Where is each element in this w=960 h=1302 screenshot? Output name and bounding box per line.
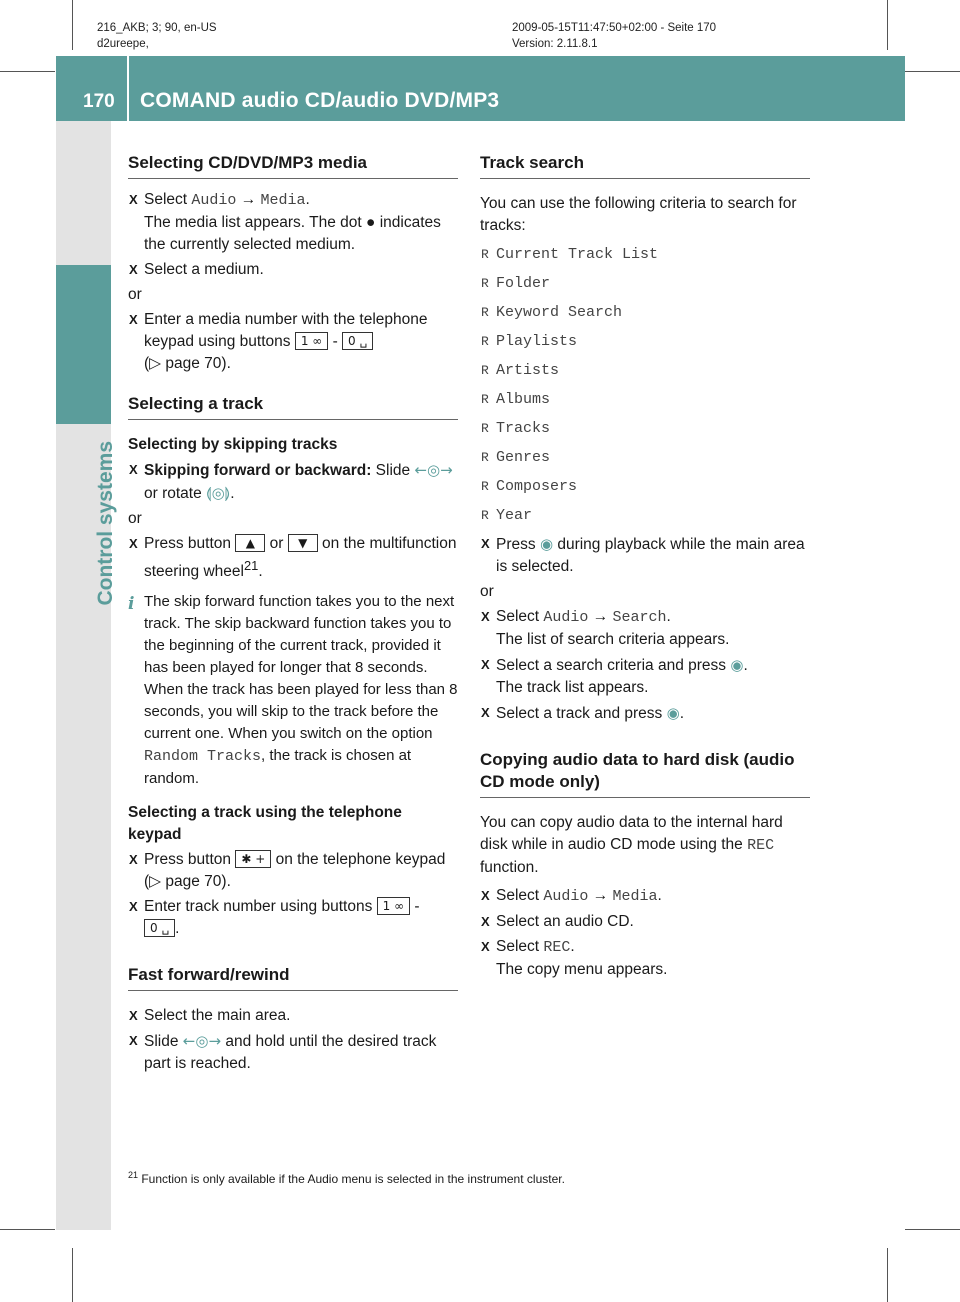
page-header [56,56,905,121]
or-text: or [128,510,142,527]
section-track-search [480,152,810,725]
step: X Select a search criteria and press ◉. The track list appears. [480,654,810,699]
up-button-icon: ▲ [235,534,265,552]
section-title: Copying audio data to hard disk (audio CD mode only) [480,749,810,798]
criteria-item: R Albums [480,389,810,411]
crop-mark [905,71,960,72]
step: X Select Audio → Media. The media list appears. The dot ● indicates the currently selected medium. [128,189,458,256]
down-button-icon: ▼ [288,534,318,552]
star-key-icon: ✱ + [235,850,271,868]
controller-slide-icon: ←◎→ [414,461,453,479]
section-title: Selecting a track [128,393,458,420]
footnote: $^{21}$ Function is only available if the Audio menu is selected in the instrument cluster. [128,1170,565,1186]
step: X Select an audio CD. [480,911,810,933]
crop-mark [0,71,55,72]
controller-slide-icon: ←◎→ [182,1032,222,1051]
left-column [128,152,458,1075]
crop-mark [72,1248,73,1302]
controller-rotate-icon: ⟬◎⟭ [206,484,231,502]
footnote-ref: 21 [243,558,259,573]
controller-press-icon: ◉ [539,535,554,553]
criteria-item: R Folder [480,273,810,295]
step: X Select a medium. [128,259,458,281]
step: X Press ◉ during playback while the main area is selected. [480,533,810,578]
criteria-item: R Playlists [480,331,810,353]
intro-text: You can copy audio data to the internal hard disk while in audio CD mode using the REC function. [480,814,783,876]
step: X Select the main area. [128,1005,458,1027]
criteria-item: R Artists [480,360,810,382]
step: X Enter a media number with the telephone keypad using buttons 1 ∞ - 0 ␣ (▷ page 70). [128,309,458,375]
criteria-item: R Composers [480,476,810,498]
crop-mark [72,0,73,50]
section-track [128,393,458,940]
section-media [128,152,458,375]
print-meta-right: 2009-05-15T11:47:50+02:00 - Seite 170 Version: 2.11.8.1 [512,22,717,50]
step: X Select Audio → Media. [480,885,810,908]
criteria-item: R Tracks [480,418,810,440]
key-1-icon: 1 ∞ [295,332,328,350]
page-title: COMAND audio CD/audio DVD/MP3 [140,89,500,112]
print-meta-left: 216_AKB; 3; 90, en-US d2ureepe, [97,22,217,50]
sidebar [56,121,117,1230]
step: X Press button ✱ + on the telephone keypad (▷ page 70). [128,849,458,893]
controller-press-icon: ◉ [730,656,744,674]
criteria-item: R Current Track List [480,244,810,266]
intro-text: You can use the following criteria to search for tracks: [480,195,797,234]
criteria-item: R Genres [480,447,810,469]
key-0-icon: 0 ␣ [144,919,175,937]
page-number: 170 [83,91,115,112]
or-text: or [128,286,142,303]
section-title: Selecting CD/DVD/MP3 media [128,152,458,179]
key-1-icon: 1 ∞ [377,897,410,915]
crop-mark [887,0,888,50]
section-fast-forward [128,964,458,1075]
header-divider [127,56,129,121]
step: X Select Audio → Search. The list of search criteria appears. [480,606,810,651]
section-title: Fast forward/rewind [128,964,458,991]
key-0-icon: 0 ␣ [342,332,373,350]
sidebar-label: Control systems [94,441,117,606]
controller-press-icon: ◉ [666,704,680,722]
crop-mark [887,1248,888,1302]
step: X Enter track number using buttons 1 ∞ - 0 ␣ . [128,896,458,940]
step: X Slide ←◎→ and hold until the desired track part is reached. [128,1030,458,1075]
step: X Skipping forward or backward: Slide ←◎→ or rotate ⟬◎⟭. [128,459,458,505]
criteria-item: R Keyword Search [480,302,810,324]
crop-mark [0,1229,55,1230]
right-column [480,152,810,981]
info-note: i The skip forward function takes you to the next track. The skip backward function takes you to the beginning of the current track, provided it has been played for longer that 8 seconds. When the track has been played for less than 8 seconds, you will skip to the track before the current one. When you switch on the option Random Tracks, the track is chosen at random. [128,593,458,788]
section-copy-audio [480,749,810,981]
criteria-item: R Year [480,505,810,527]
step: X Select REC. The copy menu appears. [480,936,810,981]
crop-mark [905,1229,960,1230]
step: X Press button ▲ or ▼ on the multifunction steering wheel$^{21}$. [128,533,458,583]
section-title: Track search [480,152,810,179]
info-icon: i [128,594,135,615]
or-text: or [480,583,494,600]
subsection-title: Selecting a track using the telephone keypad [128,804,402,844]
step: X Select a track and press ◉. [480,702,810,725]
subsection-title: Selecting by skipping tracks [128,436,338,453]
dot-icon: ● [366,214,376,231]
